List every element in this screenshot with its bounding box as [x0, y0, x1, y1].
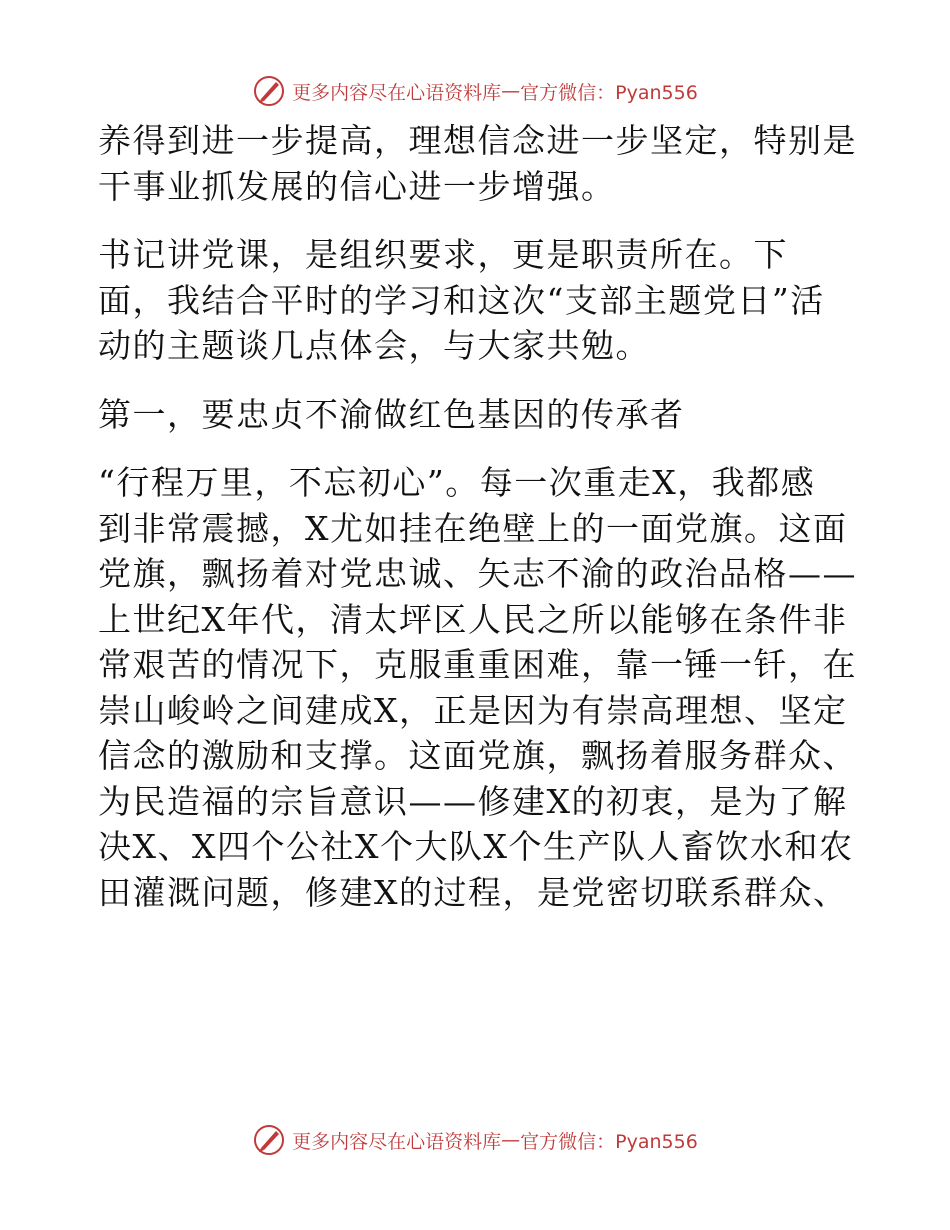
text-line: 党旗，飘扬着对党忠诚、矢志不渝的政治品格——: [98, 554, 857, 593]
quill-pen-logo-icon: [252, 74, 286, 108]
text-line: 为民造福的宗旨意识——修建X的初衷，是为了解: [98, 781, 848, 821]
watermark-separator: —: [501, 1129, 521, 1151]
watermark-text: 更多内容尽在心语资料库: [292, 1130, 502, 1153]
text-line: 书记讲党课，是组织要求，更是职责所在。下: [98, 235, 788, 274]
paragraph-3: [98, 460, 858, 915]
watermark-separator: —: [501, 80, 521, 102]
section-heading: [98, 392, 858, 438]
footer-watermark: [0, 1120, 950, 1160]
text-line: 田灌溉问题，修建X的过程，是党密切联系群众、: [98, 872, 848, 912]
text-line: 到非常震撼，X尤如挂在绝壁上的一面党旗。这面: [98, 508, 848, 548]
document-body: [98, 118, 858, 915]
text-line: 上世纪X年代，清太坪区人民之所以能够在条件非: [98, 599, 848, 639]
text-line: 信念的激励和支撑。这面党旗，飘扬着服务群众、: [98, 736, 857, 775]
header-watermark: [0, 71, 950, 111]
watermark-text: 更多内容尽在心语资料库: [292, 81, 502, 104]
text-line: “行程万里，不忘初心”。每一次重走X，我都感: [98, 463, 816, 502]
text-line: 面，我结合平时的学习和这次“支部主题党日”活: [98, 280, 825, 320]
text-line: 崇山峻岭之间建成X，正是因为有崇高理想、坚定: [98, 690, 848, 730]
text-line: 干事业抓发展的信心进一步增强。: [98, 166, 616, 206]
paragraph-1: [98, 118, 858, 209]
text-line: 养得到进一步提高，理想信念进一步坚定，特别是: [98, 121, 857, 160]
watermark-wechat: 官方微信：Pyan556: [520, 81, 698, 104]
text-line: 动的主题谈几点体会，与大家共勉。: [98, 326, 650, 365]
text-line: 常艰苦的情况下，克服重重困难，靠一锤一钎，在: [98, 645, 857, 684]
heading-line: 第一，要忠贞不渝做红色基因的传承者: [98, 394, 685, 434]
paragraph-2: [98, 232, 858, 369]
watermark-wechat: 官方微信：Pyan556: [520, 1130, 698, 1153]
text-line: 决X、X四个公社X个大队X个生产队人畜饮水和农: [98, 827, 854, 866]
quill-pen-logo-icon: [252, 1123, 286, 1157]
